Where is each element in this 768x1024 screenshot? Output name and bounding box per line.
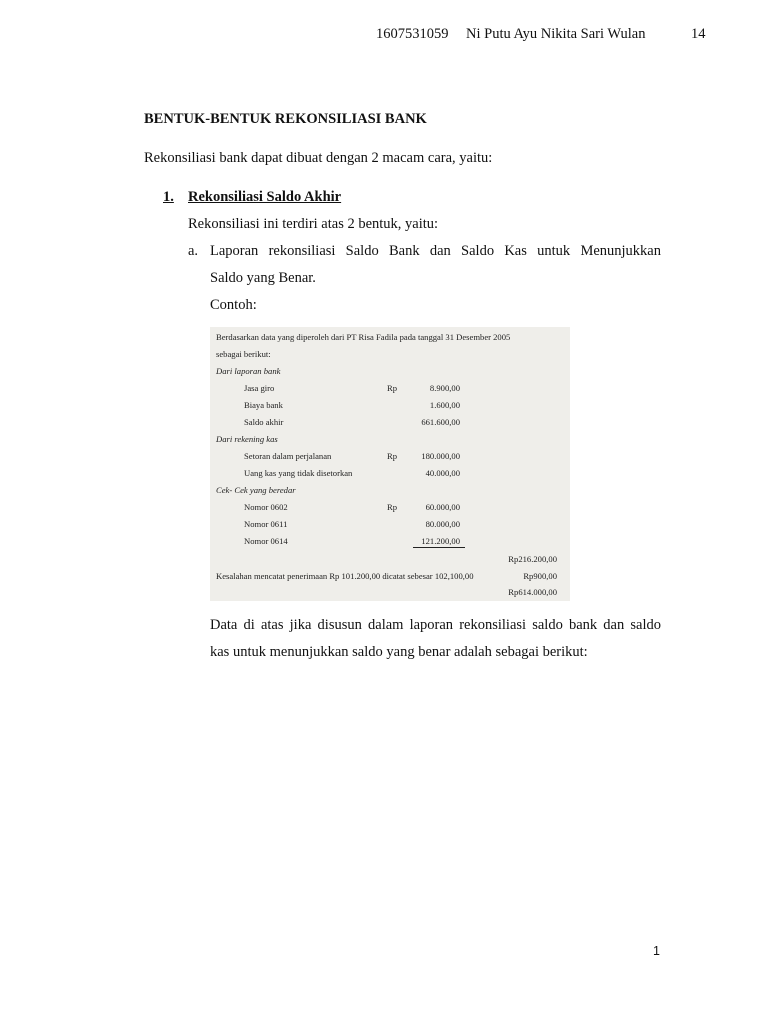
intro-paragraph: Rekonsiliasi bank dapat dibuat dengan 2 macam cara, yaitu: (144, 150, 493, 166)
row-label: Setoran dalam perjalanan (244, 451, 332, 461)
figure-intro-line2: sebagai berikut: (216, 349, 271, 359)
group-heading: Dari rekening kas (216, 434, 278, 444)
row-value: 8.900,00 (429, 383, 460, 393)
row-label: Nomor 0611 (244, 519, 288, 529)
header-page-number: 14 (691, 26, 706, 42)
sum-underline (413, 547, 465, 548)
after-paragraph-line1: Data di atas jika disusun dalam laporan rekonsiliasi saldo bank dan saldo (210, 617, 661, 633)
row-currency: Rp (387, 383, 398, 393)
group-heading: Dari laporan bank (216, 366, 281, 376)
section-intro: Rekonsiliasi ini terdiri atas 2 bentuk, yaitu: (188, 216, 439, 232)
footer-page-number: 1 (653, 944, 660, 958)
list-item-text-line1: Laporan rekonsiliasi Saldo Bank dan Saldo Kas untuk Menunjukkan (210, 243, 661, 259)
error-description: Kesalahan mencatat penerimaan Rp 101.200,00 dicatat sebesar 102,100,00 (216, 571, 474, 581)
row-label: Nomor 0614 (244, 536, 288, 546)
final-total-value: Rp614.000,00 (508, 587, 557, 597)
row-label: Nomor 0602 (244, 502, 288, 512)
row-value: 661.600,00 (421, 417, 460, 427)
after-paragraph-line2: kas untuk menunjukkan saldo yang benar adalah sebagai berikut: (210, 644, 588, 660)
row-value: 60.000,00 (425, 502, 460, 512)
row-label: Biaya bank (244, 400, 283, 410)
row-currency: Rp (387, 502, 398, 512)
error-amount: Rp900,00 (523, 571, 557, 581)
row-label: Saldo akhir (244, 417, 284, 427)
row-value: 40.000,00 (425, 468, 460, 478)
figure-intro-line1: Berdasarkan data yang diperoleh dari PT Risa Fadila pada tanggal 31 Desember 2005 (216, 332, 511, 342)
group-heading: Cek- Cek yang beredar (216, 485, 296, 495)
list-item-marker: a. (188, 243, 199, 259)
example-label: Contoh: (210, 297, 257, 313)
list-item-text-line2: Saldo yang Benar. (210, 270, 316, 286)
row-label: Uang kas yang tidak disetorkan (244, 468, 353, 478)
subtotal-value: Rp216.200,00 (508, 554, 557, 564)
row-value: 180.000,00 (421, 451, 460, 461)
row-currency: Rp (387, 451, 398, 461)
header-author-name: Ni Putu Ayu Nikita Sari Wulan (466, 26, 646, 42)
header-student-id: 1607531059 (376, 26, 449, 42)
page-title: BENTUK-BENTUK REKONSILIASI BANK (144, 111, 427, 127)
row-label: Jasa giro (244, 383, 275, 393)
section-number: 1. (163, 189, 174, 205)
section-title: Rekonsiliasi Saldo Akhir (188, 189, 342, 205)
row-value: 80.000,00 (425, 519, 460, 529)
row-value: 121.200,00 (421, 536, 460, 546)
row-value: 1.600,00 (429, 400, 460, 410)
example-figure (210, 327, 570, 601)
